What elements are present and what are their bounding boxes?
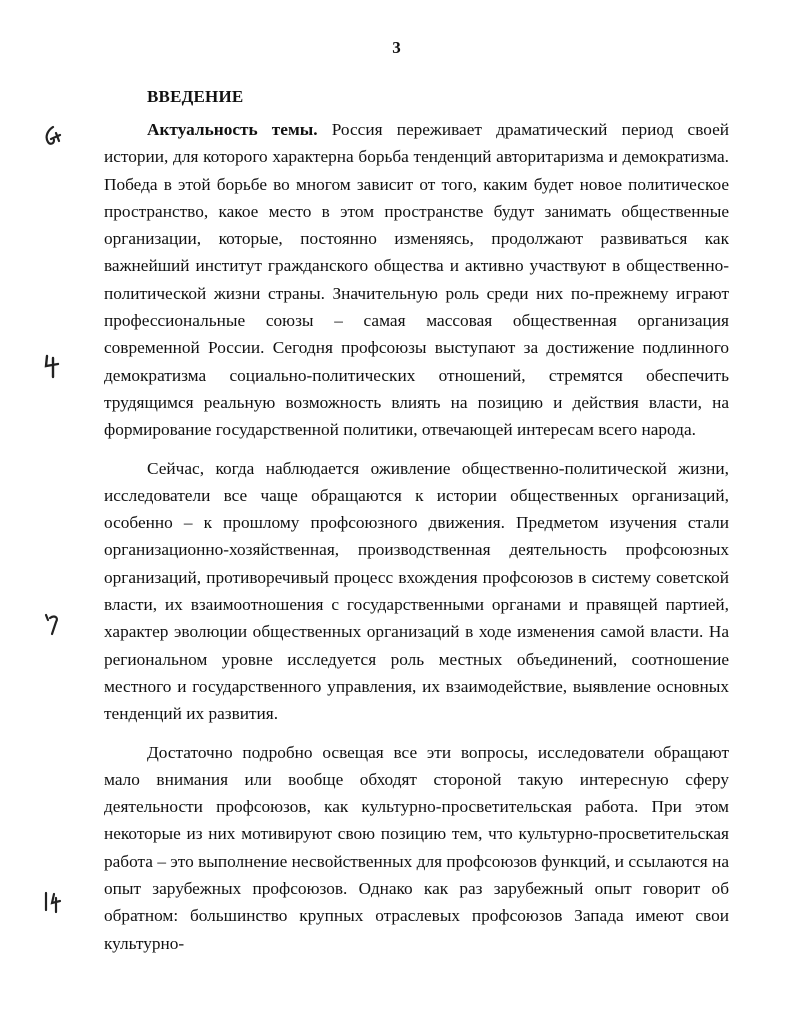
page-number: 3 (392, 38, 401, 57)
body-text (104, 116, 729, 957)
handwritten-mark-icon (38, 122, 66, 150)
section-heading: ВВЕДЕНИЕ (147, 87, 244, 106)
handwritten-mark-icon (38, 609, 66, 637)
paragraph-text: Россия переживает драматический период своей истории, для которого характерна борьба тенденций авторитаризма и демократизма. Победа в этой борьбе во многом зависит от того, каким будет новое политическое пространство, какое место в этом пространстве будут занимать общественные организации, которые, постоянно изменяясь, продолжают развиваться как важнейший институт гражданского общества и активно участвуют в общественно-политической жизни страны. Значительную роль среди них по-прежнему играют профессиональные союзы – самая массовая общественная организация современной России. Сегодня профсоюзы выступают за достижение подлинного демократизма социально-политических отношений, стремятся обеспечить трудящимся реальную возможность влиять на позицию и действия власти, на формирование государственной политики, отвечающей интересам всего народа. (104, 120, 730, 440)
paragraph-1 (104, 116, 729, 444)
paragraph-3: Достаточно подробно освещая все эти вопросы, исследователи обращают мало внимания или вообще обходят стороной такую интересную сферу деятельности профсоюзов, как культурно-просветительская работа. При этом некоторые из них мотивируют свою позицию тем, что культурно-просветительская работа – это выполнение несвойственных для профсоюзов функций, и ссылаются на опыт зарубежных профсоюзов. Однако как раз зарубежный опыт говорит об обратном: большинство крупных отраслевых профсоюзов Запада имеют свои культурно- (104, 742, 729, 953)
handwritten-mark-icon (38, 352, 66, 380)
paragraph-2: Сейчас, когда наблюдается оживление общественно-политической жизни, исследователи все чаще обращаются к истории общественных организаций, особенно – к прошлому профсоюзного движения. Предметом изучения стали организационно-хозяйственная, производственная деятельность профсоюзных организаций, противоречивый процесс вхождения профсоюзов в систему советской власти, их взаимоотношения с государственными органами и правящей партией, характер эволюции общественных организаций в ходе изменения самой власти. На региональном уровне исследуется роль местных объединений, соотношение местного и государственного управления, их взаимодействие, выявление основных тенденций их развития. (104, 458, 729, 724)
paragraph-lead: Актуальность темы. (147, 120, 318, 139)
handwritten-mark-icon (38, 888, 66, 916)
